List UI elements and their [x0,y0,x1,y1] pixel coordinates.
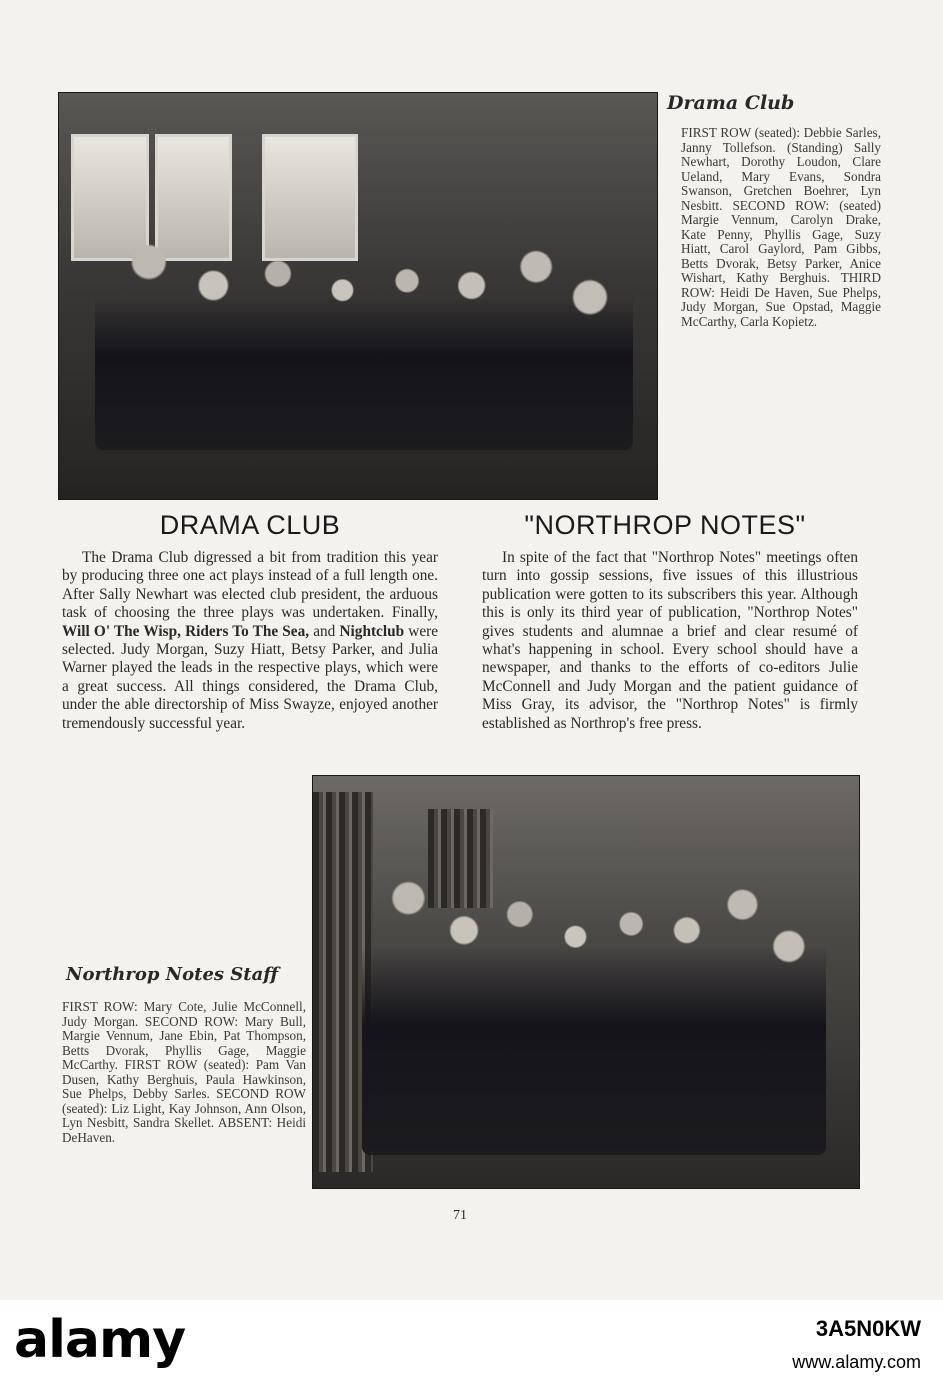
northrop-notes-group [362,834,826,1155]
banner-url: www.alamy.com [792,1352,921,1372]
northrop-notes-title: "NORTHROP NOTES" [524,510,806,540]
drama-club-photo [58,92,658,500]
image-id: 3A5N0KW [815,1316,921,1341]
northrop-notes-body: In spite of the fact that "Northrop Notes" meetings often turn into gossip sessions, five issues of this illustrious publication were gotten to its subscribers this year. Although this is only its third year of publication, "Northrop Notes" gives students and alumnae a brief and clear resumé of what's happening in school. Every school should have a newspaper, and thanks to the efforts of co-editors Julie McConnell and Judy Morgan and the patient guidance of Miss Gray, its advisor, the "Northrop Notes" is firmly established as Northrop's free press. [482,549,858,732]
drama-club-body-and: and [309,622,340,640]
drama-club-caption: FIRST ROW (seated): Debbie Sarles, Janny Tollefson. (Standing) Sally Newhart, Dorothy Loudon, Clare Ueland, Mary Evans, Sondra Swanson, Gretchen Boehrer, Lyn Nesbitt. SECOND ROW: (seated) Margie Vennum, Carolyn Drake, Kate Penny, Phyllis Gage, Suzy Hiatt, Carol Gaylord, Pam Gibbs, Betts Dvorak, Betsy Parker, Anice Wishart, Kathy Berghuis. THIRD ROW: Heidi De Haven, Sue Phelps, Judy Morgan, Sue Opstad, Maggie McCarthy, Carla Kopietz. [681,125,881,329]
page-number: 71 [453,1208,467,1223]
drama-club-group [95,215,633,450]
northrop-notes-photo [312,775,860,1189]
drama-club-nightclub: Nightclub [339,622,405,640]
drama-club-body-outro: were selected. Judy Morgan, Suzy Hiatt, Betsy Parker, and Julia Warner played the leads in the respective plays, which were a great success. All things considered, the Drama Club, under the able directorship of Miss Swayze, enjoyed another tremendously successful year. [62,622,438,732]
drama-club-title: DRAMA CLUB [159,510,341,540]
northrop-notes-script-heading: Northrop Notes Staff [66,964,279,985]
drama-club-plays: Will O' The Wisp, Riders To The Sea, [62,622,310,640]
alamy-logo: alamy [14,1310,186,1370]
northrop-notes-caption: FIRST ROW: Mary Cote, Julie McConnell, Judy Morgan. SECOND ROW: Mary Bull, Margie Vennum, Jane Ebin, Pat Thompson, Betts Dvorak, Phyllis Gage, Maggie McCarthy. FIRST ROW (seated): Pam Van Dusen, Kathy Berghuis, Paula Hawkinson, Sue Phelps, Debby Sarles. SECOND ROW (seated): Liz Light, Kay Johnson, Ann Olson, Lyn Nesbitt, Sandra Skellet. ABSENT: Heidi DeHaven. [62,999,306,1145]
drama-club-body [62,549,438,733]
drama-club-script-heading: Drama Club [667,92,795,114]
stock-banner [0,1300,943,1390]
drama-club-body-intro: The Drama Club digressed a bit from tradition this year by producing three one act plays instead of a full length one. After Sally Newhart was elected club president, the arduous task of choosing the three plays was undertaken. Finally, [62,549,438,622]
